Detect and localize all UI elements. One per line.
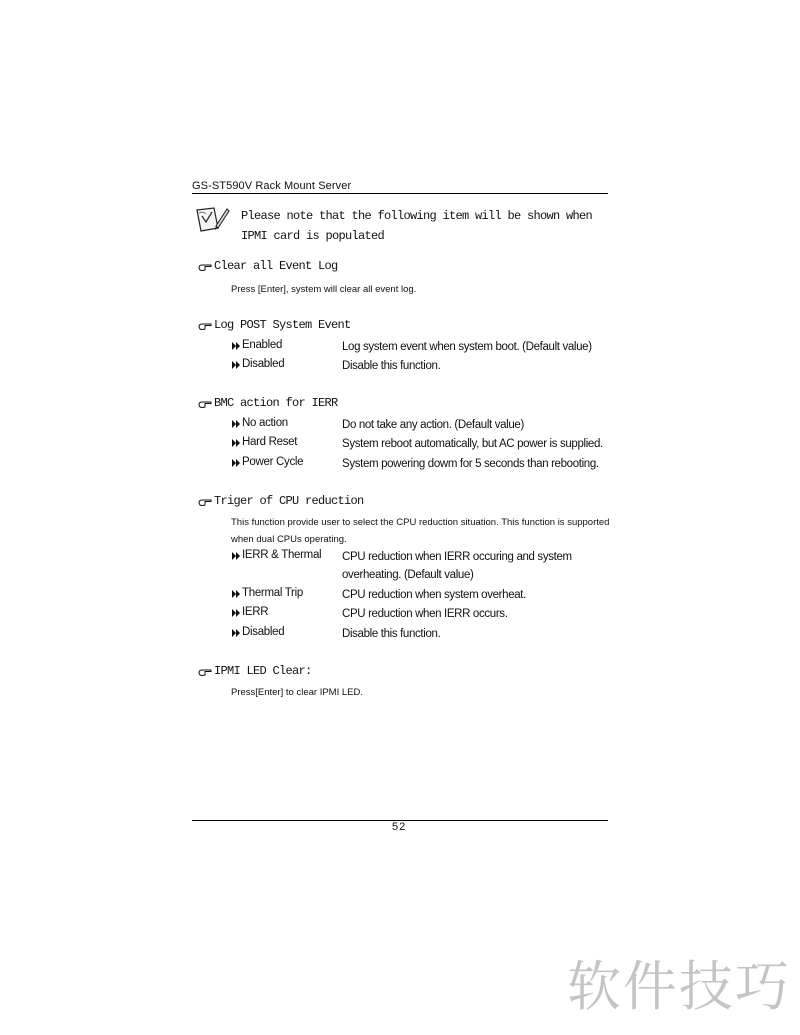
option-description: System powering dowm for 5 seconds than rebooting. (342, 458, 599, 470)
double-arrow-icon (232, 360, 241, 368)
section-cpu-reduction-title (198, 494, 364, 508)
option-description: Disable this function. (342, 628, 441, 640)
section-title-text: IPMI LED Clear: (214, 664, 312, 678)
option-label: Disabled (232, 358, 284, 370)
header-rule (192, 193, 608, 194)
option-description: CPU reduction when system overheat. (342, 589, 526, 601)
pointing-hand-icon (198, 262, 212, 271)
clear-event-log-description: Press [Enter], system will clear all event log. (231, 284, 417, 295)
option-label: IERR & Thermal (232, 549, 321, 561)
option-description: CPU reduction when IERR occuring and system overheating. (Default value) (342, 551, 572, 581)
section-title-text: Log POST System Event (214, 318, 351, 332)
ipmi-led-description: Press[Enter] to clear IPMI LED. (231, 687, 363, 698)
double-arrow-icon (232, 608, 241, 616)
option-label: IERR (232, 606, 268, 618)
double-arrow-icon (232, 419, 241, 427)
option-label: Disabled (232, 626, 284, 638)
section-title-text: BMC action for IERR (214, 396, 338, 410)
option-description: Disable this function. (342, 360, 441, 372)
pointing-hand-icon (198, 321, 212, 330)
section-title-text: Triger of CPU reduction (214, 494, 364, 508)
section-clear-event-log-title (198, 259, 338, 273)
note-pencil-icon (194, 204, 230, 234)
section-bmc-action-title (198, 396, 338, 410)
watermark-text: 软件技巧 (567, 955, 791, 1018)
option-description: System reboot automatically, but AC power is supplied. (342, 438, 603, 450)
ipmi-note-text: Please note that the following item will be shown when IPMI card is populated (241, 209, 593, 243)
double-arrow-icon (232, 458, 241, 466)
double-arrow-icon (232, 341, 241, 349)
double-arrow-icon (232, 628, 241, 636)
double-arrow-icon (232, 438, 241, 446)
section-title-text: Clear all Event Log (214, 259, 338, 273)
pointing-hand-icon (198, 399, 212, 408)
pointing-hand-icon (198, 497, 212, 506)
option-description: Do not take any action. (Default value) (342, 419, 524, 431)
page-number: 52 (392, 821, 407, 833)
section-ipmi-led-title (198, 664, 312, 678)
option-label: Enabled (232, 339, 282, 351)
section-log-post-title (198, 318, 351, 332)
document-header-title: GS-ST590V Rack Mount Server (192, 180, 352, 192)
double-arrow-icon (232, 589, 241, 597)
option-label: Thermal Trip (232, 587, 303, 599)
pointing-hand-icon (198, 667, 212, 676)
option-description: CPU reduction when IERR occurs. (342, 608, 508, 620)
option-description: Log system event when system boot. (Default value) (342, 341, 592, 353)
option-label: Power Cycle (232, 456, 303, 468)
option-label: No action (232, 417, 288, 429)
cpu-reduction-description: This function provide user to select the CPU reduction situation. This function is supported when dual CPUs operating. (231, 517, 610, 545)
double-arrow-icon (232, 551, 241, 559)
option-label: Hard Reset (232, 436, 297, 448)
